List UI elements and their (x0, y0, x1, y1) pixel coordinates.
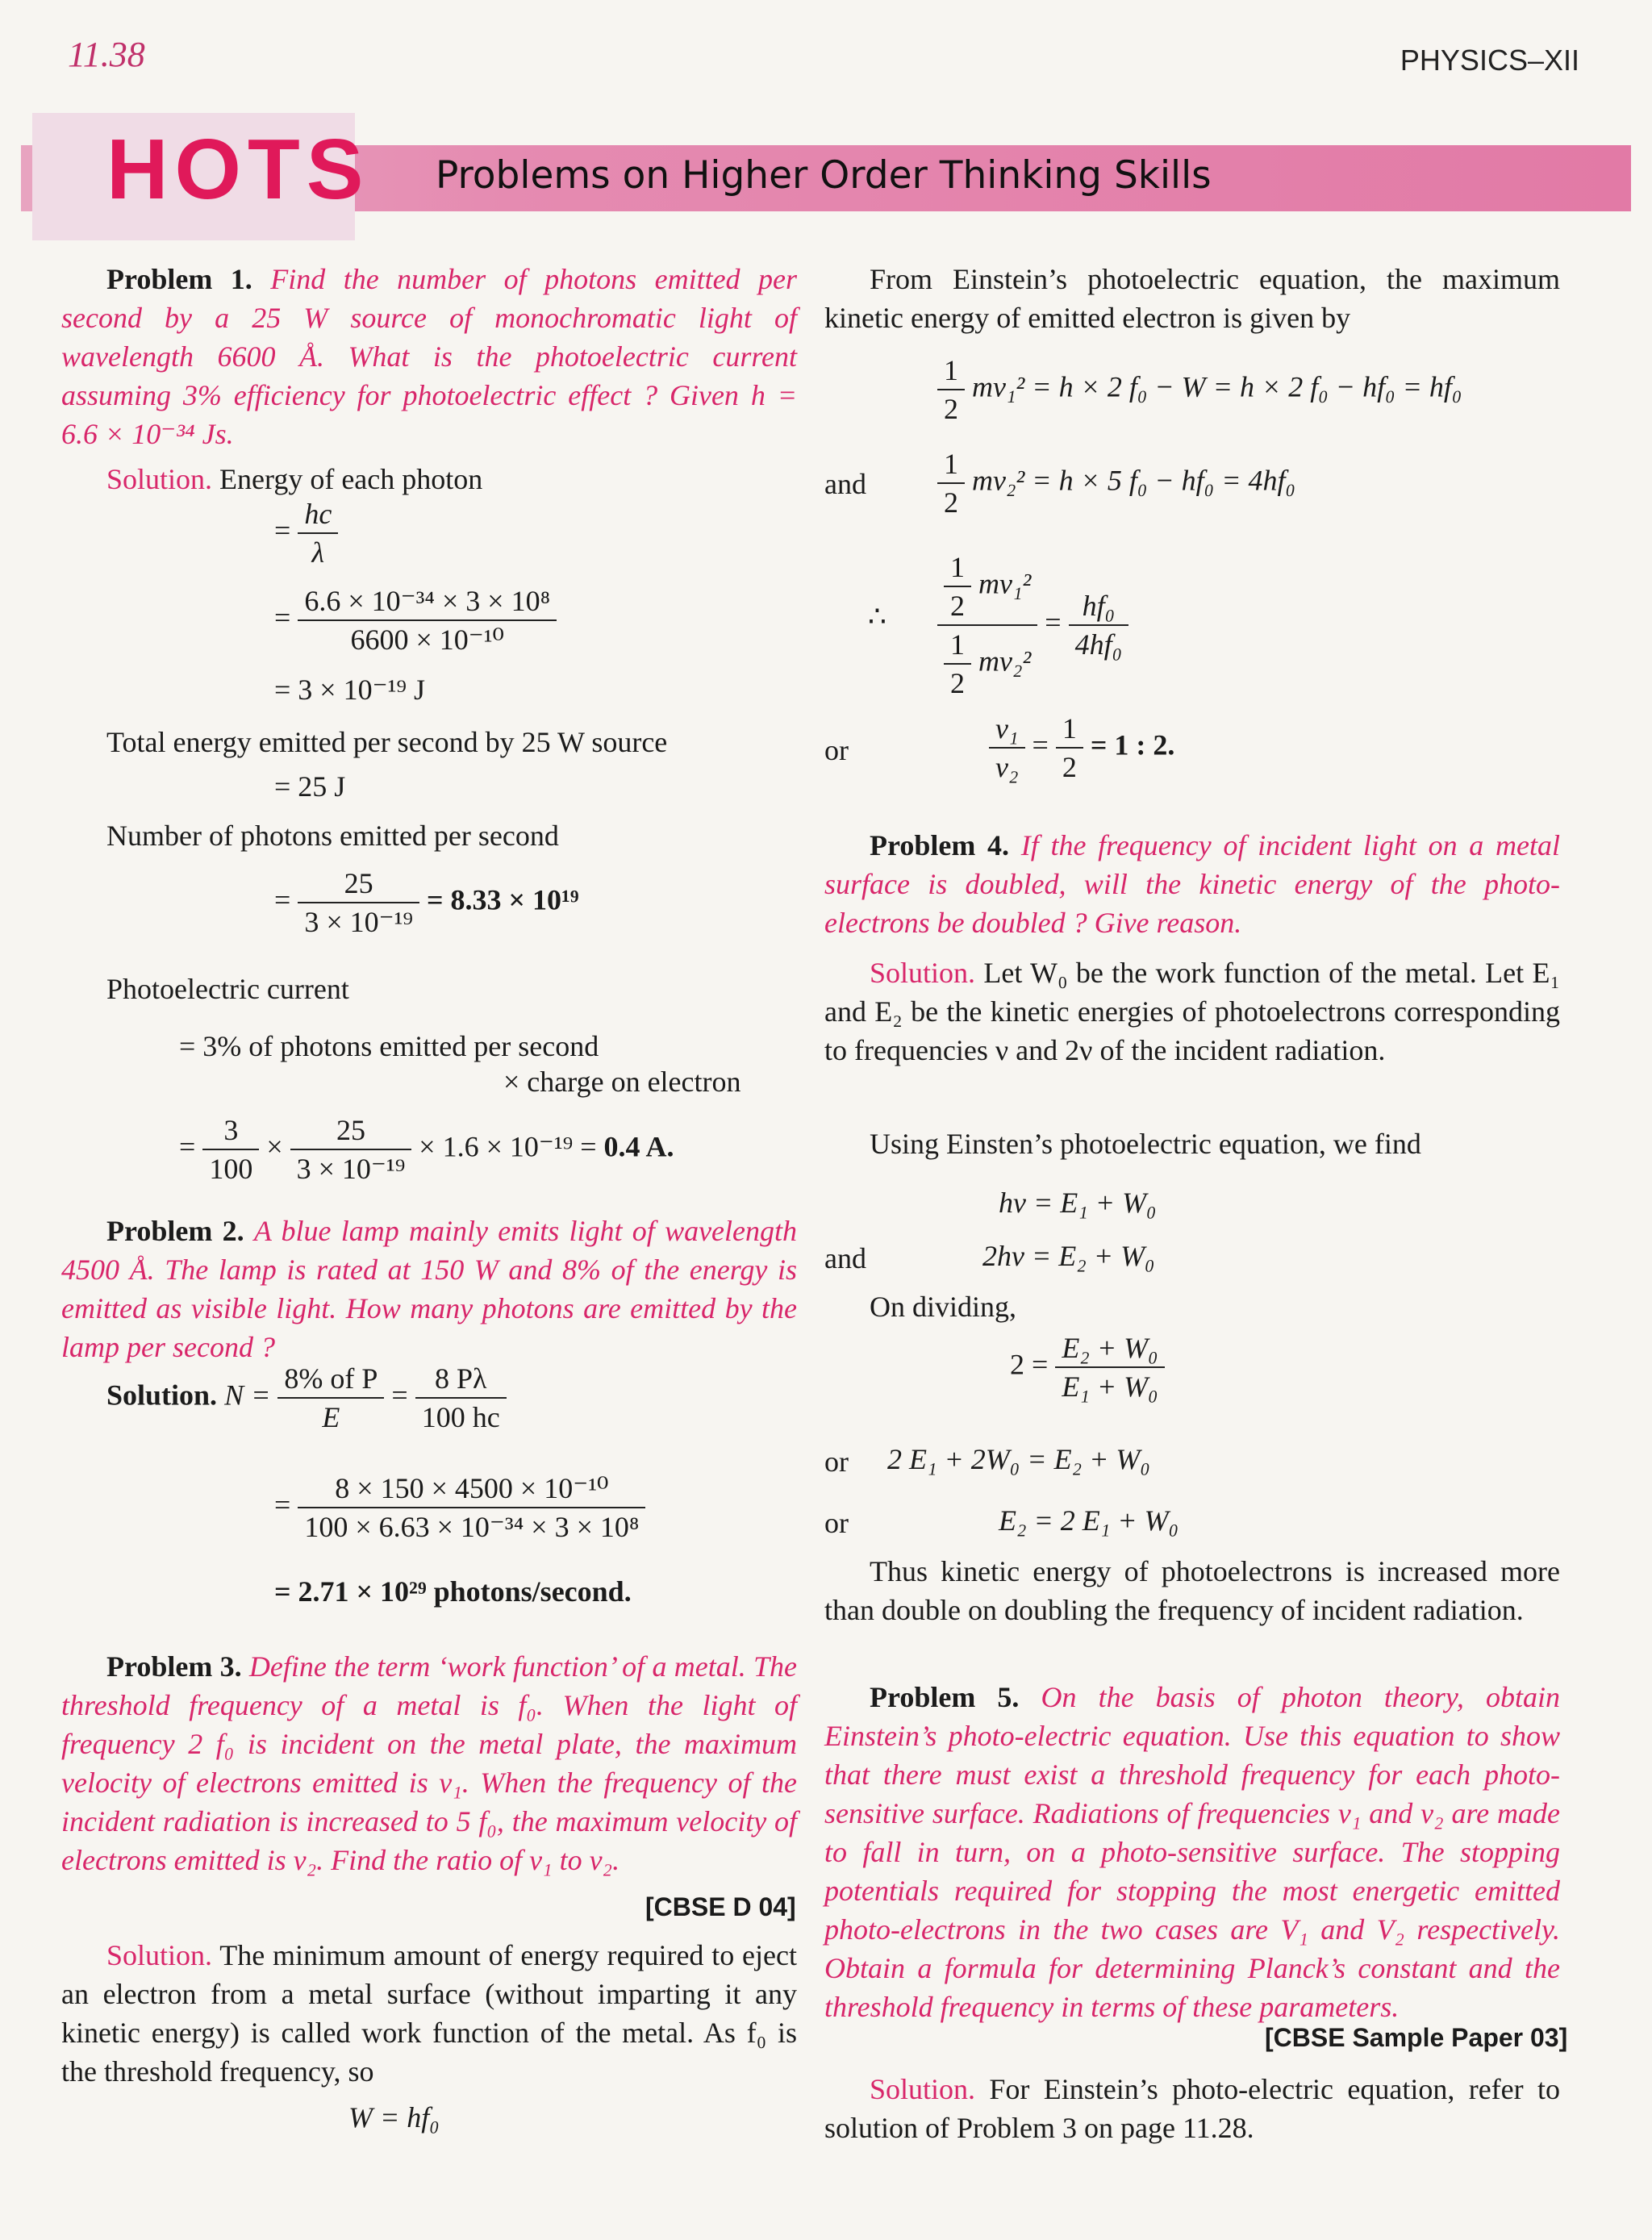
solution-label: Solution. (106, 1939, 213, 1971)
problem-3-tag: [CBSE D 04] (645, 1892, 796, 1921)
solution-text: For Einstein’s photo-electric equation, refer to solution of Problem 3 on page 11.28. (824, 2073, 1561, 2144)
problem-5-label: Problem 5. (870, 1681, 1020, 1713)
problem-2 (61, 1212, 797, 1366)
problem-2-statement: A blue lamp mainly emits light of wavelength 4500 Å. The lamp is rated at 150 W and 8% of the energy is emitted as visible light. How many photons are emitted by the lamp per second ? (61, 1215, 798, 1363)
problem-2-label: Problem 2. (106, 1215, 244, 1247)
equation-velocity-ratio: $\frac{\text{v₁}}{\text{v₂}}$ = $\frac{1}{2}$ = 1 : 2. (989, 710, 1174, 786)
problem-2-answer: = 2.71 × 10²⁹ photons/second. (274, 1575, 632, 1608)
problem-5-solution (824, 2070, 1560, 2147)
problem-5 (824, 1678, 1560, 2026)
problem-1-statement: Find the number of photons emitted per second by a 25 W source of monochromatic light of wavelength 6600 Å. What is the photoelectric current assuming 3% efficiency for photoelectric effect ? Given h = 6.6 × 10⁻³⁴ Js. (61, 263, 798, 450)
problem-4 (824, 826, 1560, 942)
problem-1-label: Problem 1. (106, 263, 252, 295)
solution-label: Solution. (870, 2073, 976, 2105)
problem-5-statement: On the basis of photon theory, obtain Einstein’s photo-electric equation. Use this equation to show that there must exist a threshold frequency for each photo-sensitive surface. Radiations of frequencies ν₁ and ν₂ are made to fall in turn, on a photo-sensitive surface. The stopping potentials required for stopping the most energetic emitted photo-electrons in the two cases are V₁ and V₂ respectively. Obtain a formula for determining Planck’s constant and the threshold frequency in terms of these parameters. (824, 1681, 1561, 2023)
or-label-3: or (824, 1507, 849, 1539)
running-head: PHYSICS–XII (1400, 44, 1579, 77)
equation-ratio-ke: $\frac{1}{2}$ mv₁² $\frac{1}{2}$ mv₂² = $\frac{\text{hf₀}}{\text{4hf₀}}$ (937, 549, 1128, 702)
equation-current-2: × charge on electron (503, 1066, 741, 1098)
equation-number-photons: = $\frac{25}{\text{3 × 10⁻¹⁹}}$ = 8.33 × 10¹⁹ (274, 865, 579, 941)
equation-current-1: = 3% of photons emitted per second (179, 1030, 599, 1062)
equation-current-values: = $\frac{3}{100}$ × $\frac{25}{\text{3 × 10⁻¹⁹}}$ × 1.6 × 10⁻¹⁹ = 0.4 A. (179, 1112, 674, 1187)
page-number: 11.38 (68, 35, 145, 74)
text-total-energy: Total energy emitted per second by 25 W source (106, 726, 668, 758)
problem-4-label: Problem 4. (870, 829, 1010, 861)
equation-hc-lambda: = $\frac{hc}{\lambda}$ (274, 495, 338, 571)
solution-text: The minimum amount of energy required to eject an electron from a metal surface (without imparting it any kinetic energy) is called work function of the metal. As f₀ is the threshold frequency, so (61, 1939, 797, 2088)
problem-2-values: = $\frac{\text{8 × 150 × 4500 × 10⁻¹⁰}}{\text{100 × 6.63 × 10⁻³⁴ × 3 × 10⁸}}$ (274, 1470, 645, 1545)
text-photoelectric-current: Photoelectric current (106, 973, 349, 1005)
equation-division: 2 = $\frac{\text{E₂ + W₀}}{\text{E₁ + W₀}}$ (1010, 1329, 1165, 1405)
problem-4-conclusion: Thus kinetic energy of photoelectrons is increased more than double on doubling the frequency of incident radiation. (824, 1555, 1560, 1626)
hots-logo: HOTS (106, 122, 370, 217)
problem-1-solution-intro (106, 460, 482, 498)
equation-work-function: W = hf₀ (348, 2101, 440, 2134)
equation-ke-2: $\frac{1}{2}$ mv₂² = h × 5 f₀ − hf₀ = 4hf₀ (937, 445, 1295, 521)
problem-3-label: Problem 3. (106, 1650, 242, 1683)
hots-subtitle: Problems on Higher Order Thinking Skills (436, 153, 1212, 198)
problem-4-statement: If the frequency of incident light on a metal surface is doubled, will the kinetic energy of the photo-electrons be doubled ? Give reason. (824, 829, 1560, 939)
solution-text: Energy of each photon (219, 463, 483, 495)
problem-3 (61, 1647, 797, 1879)
problem-1 (61, 260, 797, 453)
text-dividing: On dividing, (870, 1291, 1017, 1323)
equation-energy-values: = $\frac{\text{6.6 × 10⁻³⁴ × 3 × 10⁸}}{\text{6600 × 10⁻¹⁰}}$ (274, 582, 557, 658)
solution-label: Solution. (106, 463, 213, 495)
problem-3-solution (61, 1936, 797, 2091)
equation-25j: = 25 J (274, 770, 346, 803)
equation-d: E₂ = 2 E₁ + W₀ (999, 1504, 1179, 1537)
therefore-symbol: ∴ (868, 600, 886, 632)
and-label: and (824, 468, 866, 500)
solution-label: Solution. (106, 1379, 218, 1412)
equation-energy-result: = 3 × 10⁻¹⁹ J (274, 674, 425, 706)
text-number-photons: Number of photons emitted per second (106, 820, 559, 852)
einstein-intro: From Einstein’s photoelectric equation, the maximum kinetic energy of emitted electron is given by (824, 263, 1560, 334)
problem-2-solution-eq: Solution. N = $\frac{\text{8\% of P}}{E}$ = $\frac{8 P\lambda}{100 hc}$ (106, 1360, 507, 1436)
problem-3-statement: Define the term ‘work function’ of a metal. The threshold frequency of a metal is f₀. When the light of frequency 2 f₀ is incident on the metal plate, the maximum velocity of electrons emitted is v₁. When the frequency of the incident radiation is increased to 5 f₀, the maximum velocity of electrons emitted is v₂. Find the ratio of v₁ to v₂. (61, 1650, 797, 1876)
equation-a: hν = E₁ + W₀ (999, 1187, 1157, 1219)
problem-4-solution (824, 953, 1560, 1070)
or-label-2: or (824, 1445, 849, 1478)
or-label: or (824, 734, 849, 766)
and-label-2: and (824, 1242, 866, 1274)
equation-ke-1: $\frac{1}{2}$ mv₁² = h × 2 f₀ − W = h × 2 f₀ − hf₀ = hf₀ (937, 352, 1462, 428)
equation-b: 2hν = E₂ + W₀ (982, 1240, 1155, 1272)
solution-label: Solution. (870, 957, 976, 989)
equation-c: 2 E₁ + 2W₀ = E₂ + W₀ (887, 1443, 1150, 1475)
solution-text: Let W₀ be the work function of the metal. Let E₁ and E₂ be the kinetic energies of photoelectrons corresponding to frequencies ν and 2ν of the incident radiation. (824, 957, 1560, 1066)
text-using: Using Einsten’s photoelectric equation, we find (870, 1128, 1421, 1160)
problem-5-tag: [CBSE Sample Paper 03] (1265, 2023, 1568, 2052)
